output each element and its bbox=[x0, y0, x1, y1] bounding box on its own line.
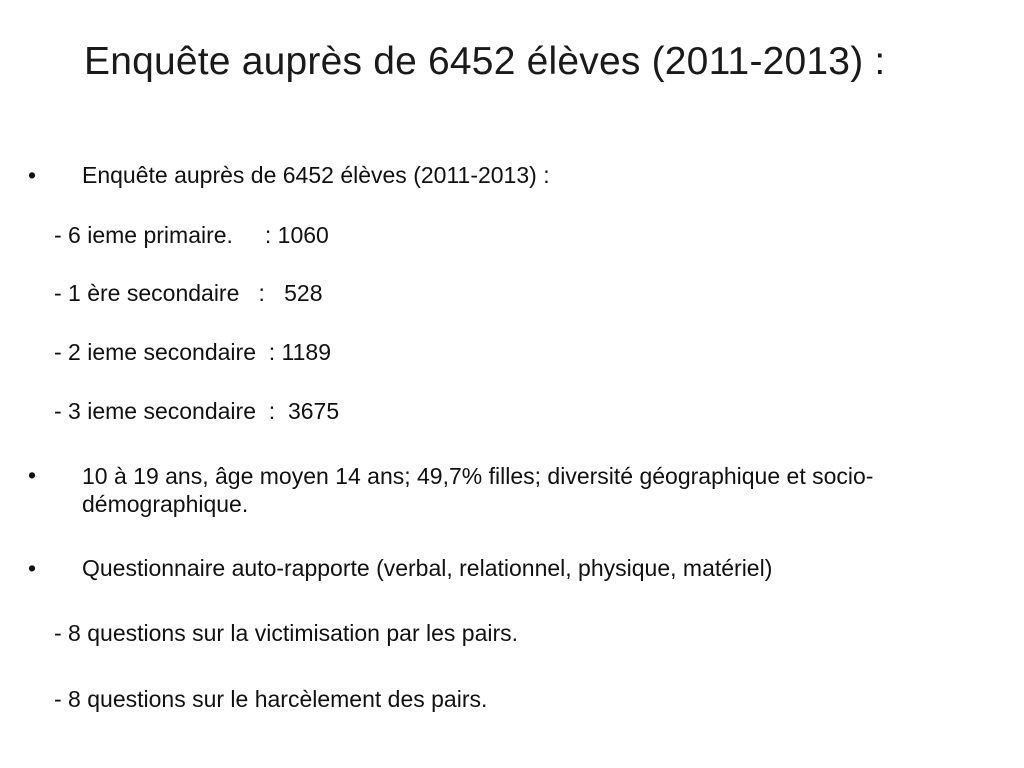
slide-title: Enquête auprès de 6452 élèves (2011-2013) : bbox=[84, 40, 886, 83]
list-item-grade-6-primaire: - 6 ieme primaire. : 1060 bbox=[54, 222, 329, 248]
bullet-dot-1: • bbox=[28, 162, 37, 188]
list-item-grade-1-secondaire: - 1 ère secondaire : 528 bbox=[54, 280, 323, 306]
list-item-grade-2-secondaire: - 2 ieme secondaire : 1189 bbox=[54, 339, 332, 365]
bullet-dot-2: • bbox=[28, 462, 37, 488]
list-item-grade-3-secondaire: - 3 ieme secondaire : 3675 bbox=[54, 398, 340, 424]
bullet-text-1: Enquête auprès de 6452 élèves (2011-2013) : bbox=[82, 162, 550, 188]
bullet-text-3: Questionnaire auto-rapporte (verbal, relationnel, physique, matériel) bbox=[82, 555, 773, 581]
list-item-questions-victimisation: - 8 questions sur la victimisation par les pairs. bbox=[54, 620, 519, 646]
bullet-text-2: 10 à 19 ans, âge moyen 14 ans; 49,7% filles; diversité géographique et socio-démographique. bbox=[82, 463, 874, 517]
bullet-dot-3: • bbox=[28, 555, 37, 581]
list-item-questions-harcelement: - 8 questions sur le harcèlement des pairs. bbox=[54, 686, 488, 712]
